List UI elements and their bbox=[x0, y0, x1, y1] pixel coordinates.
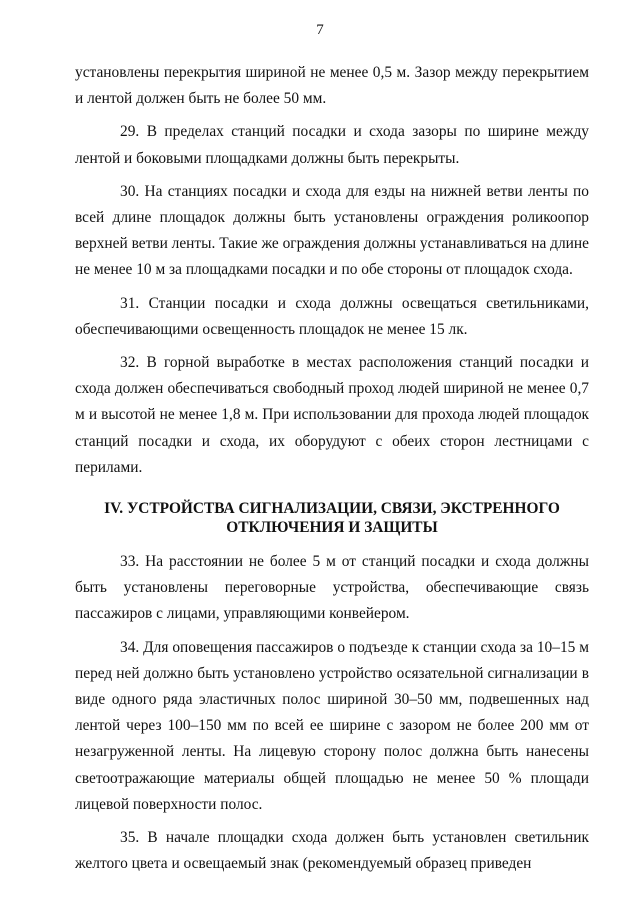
document-body bbox=[75, 60, 589, 884]
section-heading bbox=[75, 499, 589, 537]
paragraph-continuation: установлены перекрытия шириной не менее 0,5 м. Зазор между перекрытием и лентой должен быть не более 50 мм. bbox=[75, 64, 589, 108]
paragraph-29: 29. В пределах станций посадки и схода зазоры по ширине между лентой и боковыми площадками должны быть перекрыты. bbox=[75, 123, 589, 167]
paragraph-32: 32. В горной выработке в местах расположения станций посадки и схода должен обеспечиваться свободный проход людей шириной не менее 0,7 м и высотой не менее 1,8 м. При использовании для прохода людей площадок станций посадки и схода, их оборудуют с обеих сторон лестницами с перилами. bbox=[75, 354, 589, 476]
paragraph-31: 31. Станции посадки и схода должны освещаться светильниками, обеспечивающими освещенность площадок не менее 15 лк. bbox=[75, 294, 589, 338]
paragraph-35: 35. В начале площадки схода должен быть установлен светильник желтого цвета и освещаемый знак (рекомендуемый образец приведен bbox=[75, 829, 589, 873]
page-number: 7 bbox=[316, 22, 324, 38]
paragraph-34: 34. Для оповещения пассажиров о подъезде к станции схода за 10–15 м перед ней должно быть установлено устройство осязательной сигнализации в виде одного ряда эластичных полос шириной 30–50 мм, подвешенных над лентой через 100–150 мм по всей ее ширине с зазором не более 200 мм от незагруженной ленты. На лицевую сторону полос должна быть нанесены светоотражающие материалы общей площадью не менее 50 % площади лицевой поверхности полос. bbox=[75, 638, 589, 813]
section-heading-line-1: IV. УСТРОЙСТВА СИГНАЛИЗАЦИИ, СВЯЗИ, ЭКСТРЕННОГО bbox=[104, 500, 560, 518]
paragraph-33: 33. На расстоянии не более 5 м от станций посадки и схода должны быть установлены переговорные устройства, обеспечивающие связь пассажиров с лицами, управляющими конвейером. bbox=[75, 553, 589, 623]
paragraph-30: 30. На станциях посадки и схода для езды на нижней ветви ленты по всей длине площадок должны быть установлены ограждения роликоопор верхней ветви ленты. Такие же ограждения должны устанавливаться на длине не менее 10 м за площадками посадки и по обе стороны от площадок схода. bbox=[75, 182, 589, 279]
section-heading-line-2: ОТКЛЮЧЕНИЯ И ЗАЩИТЫ bbox=[226, 519, 438, 537]
